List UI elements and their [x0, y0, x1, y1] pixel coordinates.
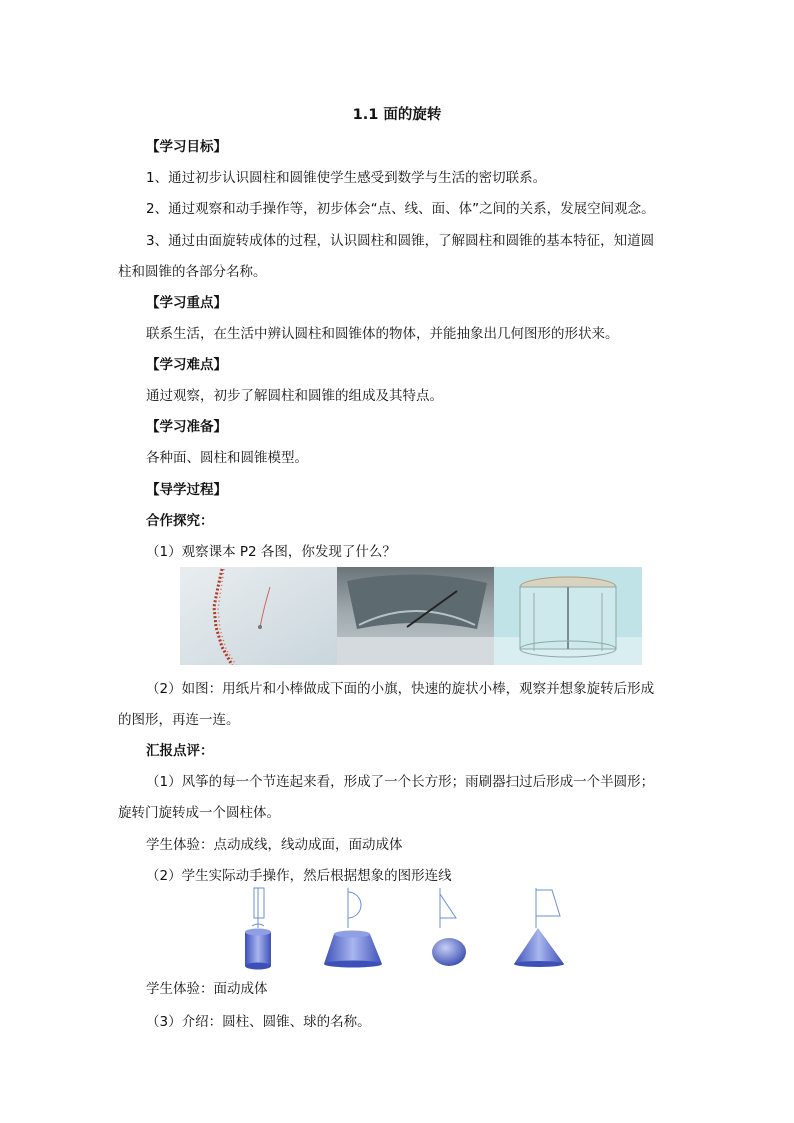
report-1-line2: 旋转门旋转成一个圆柱体。: [118, 805, 280, 821]
car-wiper-photo: [337, 567, 494, 665]
cone-solid: [514, 928, 564, 967]
sphere-solid: [432, 938, 466, 966]
key-points-text: 联系生活，在生活中辨认圆柱和圆锥体的物体，并能抽象出几何图形的形状来。: [146, 326, 619, 342]
report-3: （3）介绍：圆柱、圆锥、球的名称。: [146, 1014, 371, 1030]
triangle-flag: [440, 888, 456, 928]
cylinder-solid: [245, 924, 271, 970]
kite-photo: [180, 567, 337, 665]
question-1: （1）观察课本 P2 各图，你发现了什么？: [146, 544, 396, 560]
experience-2: 学生体验：面动成体: [146, 981, 268, 997]
experience-1: 学生体验：点动成线，线动成面，面动成体: [146, 837, 403, 853]
key-points-heading: 【学习重点】: [146, 295, 227, 311]
page-title: 1.1 面的旋转: [352, 107, 442, 123]
question-2-line1: （2）如图：用纸片和小棒做成下面的小旗，快速的旋状小棒，观察并想象旋转后形成: [146, 681, 655, 697]
objective-1: 1、通过初步认识圆柱和圆锥使学生感受到数学与生活的密切联系。: [146, 170, 547, 186]
revolving-door-photo: [494, 567, 642, 665]
preparation-heading: 【学习准备】: [146, 419, 227, 435]
flags-and-solids-figure: [230, 882, 580, 972]
trapezoid-flag: [536, 888, 560, 928]
difficulty-heading: 【学习难点】: [146, 357, 227, 373]
rectangle-flag: [254, 888, 264, 928]
frustum-solid: [324, 931, 382, 968]
report-heading: 汇报点评：: [146, 743, 214, 759]
objective-2: 2、通过观察和动手操作等，初步体会“点、线、面、体”之间的关系，发展空间观念。: [146, 201, 655, 217]
cooperation-heading: 合作探究：: [146, 513, 214, 529]
process-heading: 【导学过程】: [146, 482, 227, 498]
difficulty-text: 通过观察，初步了解圆柱和圆锥的组成及其特点。: [146, 388, 443, 404]
objectives-heading: 【学习目标】: [146, 139, 227, 155]
objective-3-line2: 柱和圆锥的各部分名称。: [118, 264, 267, 280]
report-2: （2）学生实际动手操作，然后根据想象的图形连线: [146, 868, 452, 884]
objective-3-line1: 3、通过由面旋转成体的过程，认识圆柱和圆锥，了解圆柱和圆锥的基本特征，知道圆: [146, 233, 655, 249]
question-2-line2: 的图形，再连一连。: [118, 712, 240, 728]
preparation-text: 各种面、圆柱和圆锥模型。: [146, 450, 308, 466]
report-1-line1: （1）风筝的每一个节连起来看，形成了一个长方形；雨刷器扫过后形成一个半圆形；: [146, 774, 655, 790]
semicircle-flag: [348, 888, 361, 928]
